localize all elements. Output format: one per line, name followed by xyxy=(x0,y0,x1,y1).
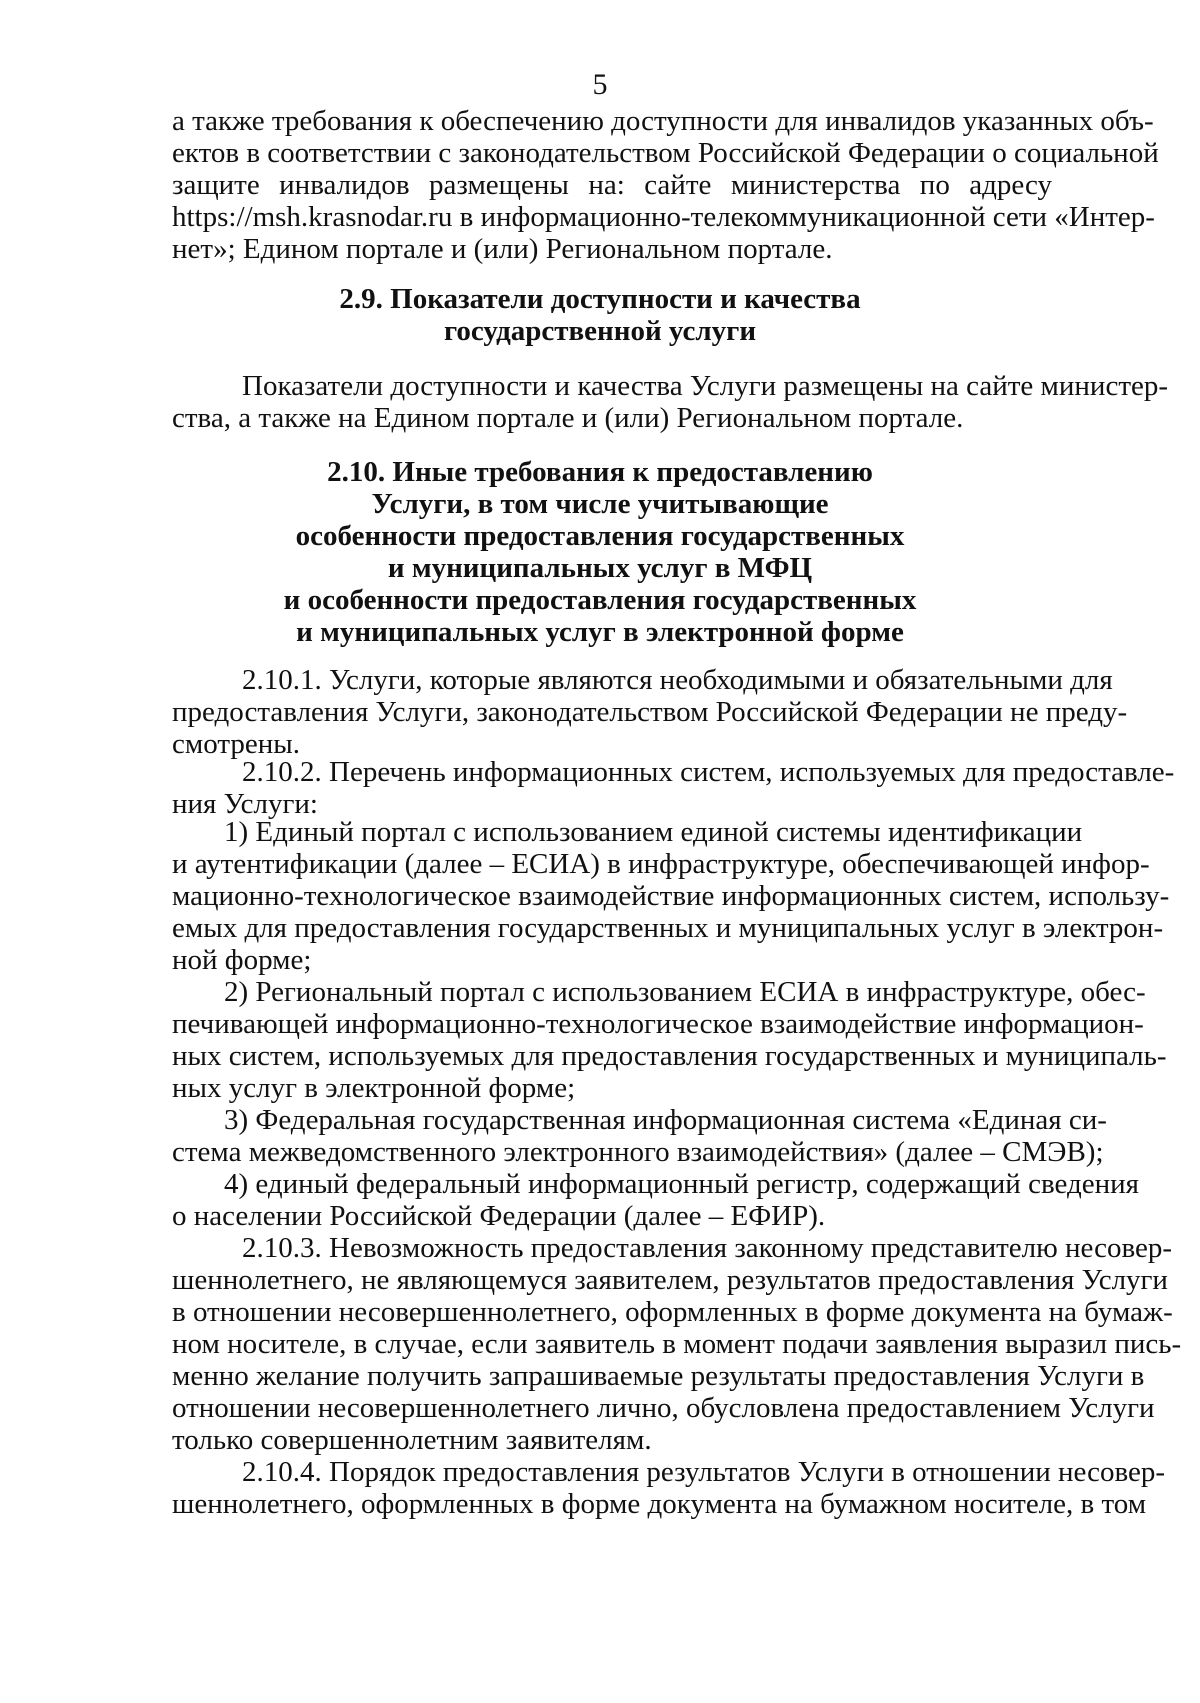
text-line: мационно-технологическое взаимодействие информационных систем, использу- xyxy=(172,880,1170,912)
text-line: и аутентификации (далее – ЕСИА) в инфраструктуре, обеспечивающей инфор- xyxy=(172,848,1150,880)
text-line: ном носителе, в случае, если заявитель в момент подачи заявления выразил пись- xyxy=(172,1328,1182,1360)
text-line: 3) Федеральная государственная информационная система «Единая си- xyxy=(224,1104,1107,1136)
heading-line: особенности предоставления государственных xyxy=(295,520,905,552)
text-line: 2.10.3. Невозможность предоставления законному представителю несовер- xyxy=(242,1232,1173,1264)
text-line: стема межведомственного электронного взаимодействия» (далее – СМЭВ); xyxy=(172,1136,1104,1168)
text-line: смотрены. xyxy=(172,728,300,760)
text-line: ных услуг в электронной форме; xyxy=(172,1072,576,1104)
text-line: ства, а также на Едином портале и (или) Региональном портале. xyxy=(172,402,964,434)
text-line: а также требования к обеспечению доступности для инвалидов указанных объ- xyxy=(172,105,1154,137)
heading-line: Услуги, в том числе учитывающие xyxy=(371,488,829,520)
text-line: 4) единый федеральный информационный регистр, содержащий сведения xyxy=(224,1168,1139,1200)
text-line: защите инвалидов размещены на: сайте министерства по адресу xyxy=(172,169,1052,201)
text-line: печивающей информационно-технологическое взаимодействие информацион- xyxy=(172,1008,1144,1040)
heading-line: государственной услуги xyxy=(443,315,757,347)
text-line: 2.10.2. Перечень информационных систем, используемых для предоставле- xyxy=(242,756,1175,788)
text-line: 2.10.1. Услуги, которые являются необходимыми и обязательными для xyxy=(242,664,1113,696)
text-line: в отношении несовершеннолетнего, оформленных в форме документа на бумаж- xyxy=(172,1296,1173,1328)
text-line: ектов в соответствии с законодательством Российской Федерации о социальной xyxy=(172,137,1159,169)
text-line: шеннолетнего, оформленных в форме документа на бумажном носителе, в том xyxy=(172,1488,1147,1520)
heading-line: 2.9. Показатели доступности и качества xyxy=(339,283,861,315)
text-line: нет»; Едином портале и (или) Региональном портале. xyxy=(172,233,833,265)
text-line: менно желание получить запрашиваемые результаты предоставления Услуги в xyxy=(172,1360,1145,1392)
text-line: ной форме; xyxy=(172,944,312,976)
text-line: ных систем, используемых для предоставления государственных и муниципаль- xyxy=(172,1040,1167,1072)
text-line: емых для предоставления государственных и муниципальных услуг в электрон- xyxy=(172,912,1164,944)
text-line: шеннолетнего, не являющемуся заявителем, результатов предоставления Услуги xyxy=(172,1264,1168,1296)
heading-line: и особенности предоставления государственных xyxy=(283,584,917,616)
text-line: 1) Единый портал с использованием единой системы идентификации xyxy=(224,816,1083,848)
text-line: предоставления Услуги, законодательством Российской Федерации не преду- xyxy=(172,696,1128,728)
text-line: только совершеннолетним заявителям. xyxy=(172,1424,652,1456)
text-line: отношении несовершеннолетнего лично, обусловлена предоставлением Услуги xyxy=(172,1392,1155,1424)
text-line: Показатели доступности и качества Услуги размещены на сайте министер- xyxy=(242,370,1169,402)
heading-line: и муниципальных услуг в МФЦ xyxy=(387,552,813,584)
text-line: ния Услуги: xyxy=(172,788,318,820)
text-line: 2) Региональный портал с использованием ЕСИА в инфраструктуре, обес- xyxy=(224,976,1146,1008)
text-line: https://msh.krasnodar.ru в информационно-телекоммуникационной сети «Интер- xyxy=(172,201,1155,233)
heading-line: и муниципальных услуг в электронной форме xyxy=(296,616,904,648)
text-line: 2.10.4. Порядок предоставления результатов Услуги в отношении несовер- xyxy=(242,1456,1166,1488)
text-line: о населении Российской Федерации (далее – ЕФИР). xyxy=(172,1200,826,1232)
heading-line: 2.10. Иные требования к предоставлению xyxy=(327,456,873,488)
page-number: 5 xyxy=(592,68,608,101)
